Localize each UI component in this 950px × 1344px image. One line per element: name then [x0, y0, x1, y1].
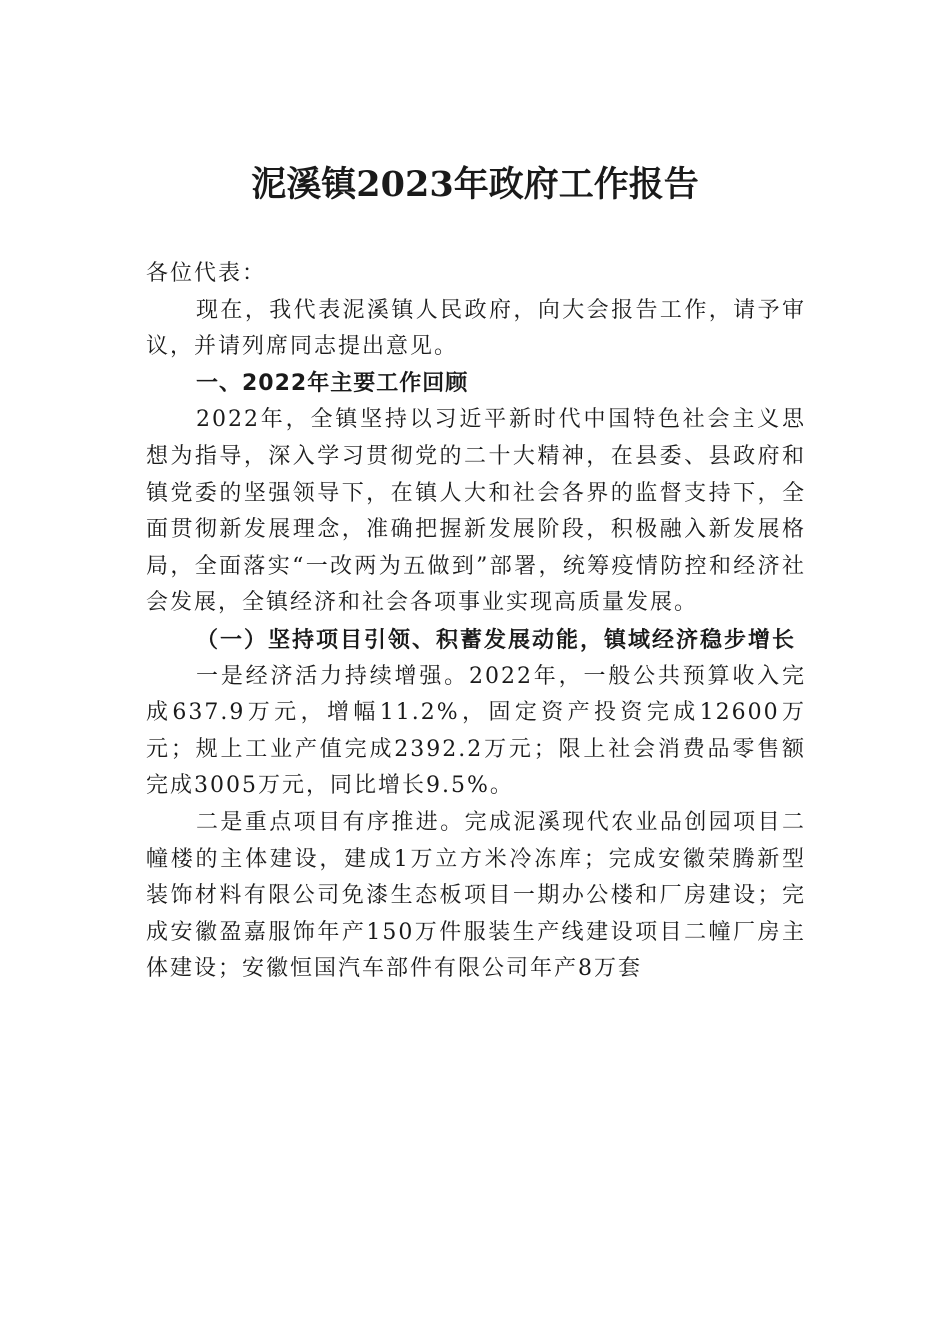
economy-paragraph: 一是经济活力持续增强。2022年，一般公共预算收入完成637.9万元，增幅11.2%，固定资产投资完成12600万元；规上工业产值完成2392.2万元；限上社会消费品零售额完成3005万元，同比增长9.5%。 — [146, 663, 806, 799]
subsection-heading: （一）坚持项目引领、积蓄发展动能，镇域经济稳步增长 — [196, 626, 797, 653]
review-paragraph: 2022年，全镇坚持以习近平新时代中国特色社会主义思想为指导，深入学习贯彻党的二十大精神，在县委、县政府和镇党委的坚强领导下，在镇人大和社会各界的监督支持下，全面贯彻新发展理念，准确把握新发展阶段，积极融入新发展格局，全面落实“一改两为五做到”部署，统筹疫情防控和经济社会发展，全镇经济和社会各项事业实现高质量发展。 — [146, 407, 806, 616]
salutation: 各位代表： — [146, 261, 267, 286]
document-body — [146, 256, 806, 988]
projects-paragraph: 二是重点项目有序推进。完成泥溪现代农业品创园项目二幢楼的主体建设，建成1万立方米冷冻库；完成安徽荣腾新型装饰材料有限公司免漆生态板项目一期办公楼和厂房建设；完成安徽盈嘉服饰年产150万件服装生产线建设项目二幢厂房主体建设；安徽恒国汽车部件有限公司年产8万套 — [146, 809, 806, 982]
document-title: 泥溪镇2023年政府工作报告 — [251, 164, 699, 205]
intro-paragraph: 现在，我代表泥溪镇人民政府，向大会报告工作，请予审议，并请列席同志提出意见。 — [146, 297, 806, 360]
section-heading: 一、2022年主要工作回顾 — [196, 370, 469, 396]
